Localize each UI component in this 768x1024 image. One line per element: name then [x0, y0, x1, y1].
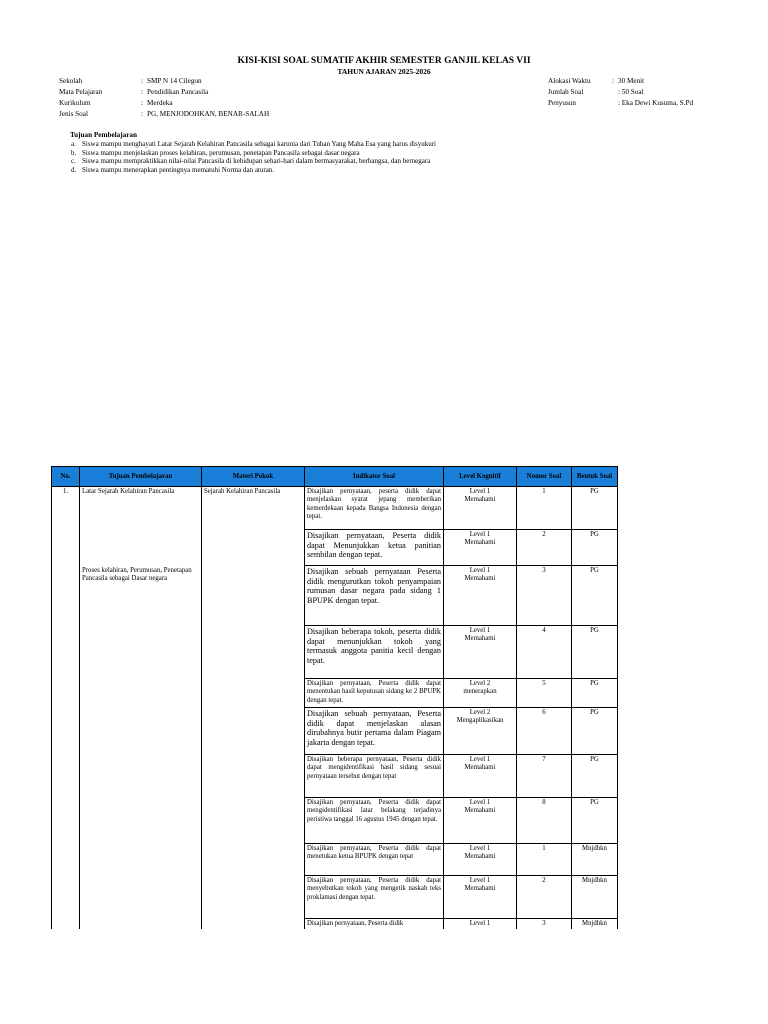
- table-row: [52, 566, 618, 626]
- level-name: Memahami: [464, 539, 496, 547]
- meta-label: Jumlah Soal: [548, 88, 584, 96]
- level-number: Level 1: [469, 877, 491, 884]
- cell-level: [444, 919, 517, 930]
- cell-bentuk: PG: [572, 626, 618, 679]
- meta-value: Merdeka: [147, 99, 173, 107]
- meta-value: 30 Menit: [618, 77, 645, 85]
- meta-row-mapel: Mata Pelajaran : Pendidikan Pancasila: [59, 88, 209, 96]
- level-number: Level 1: [469, 920, 491, 927]
- cell-nomor: 5: [517, 679, 572, 708]
- document-title: KISI-KISI SOAL SUMATIF AKHIR SEMESTER GANJIL KELAS VII: [237, 56, 531, 66]
- meta-row-jenis-soal: Jenis Soal : PG, MENJODOHKAN, BENAR-SALAH: [59, 110, 270, 118]
- cell-indikator: Disajikan sebuah pernyataan Peserta didik mengurutkan tokoh penyampaian rumusan dasar negara pada sidang 1 BPUPK dengan tepat.: [305, 566, 444, 626]
- header-nomor: Nomor Soal: [517, 467, 572, 487]
- header-bentuk: Bentuk Soal: [572, 467, 618, 487]
- level-number: Level 1: [469, 488, 491, 495]
- cell-bentuk: PG: [572, 798, 618, 844]
- cell-level: [444, 566, 517, 626]
- goal-item: b. Siswa mampu menjelaskan proses kelahiran, perumusan, penetapan Pancasila sebagai dasar negara: [71, 148, 360, 157]
- level-number: Level 1: [469, 756, 491, 763]
- header-no: No.: [52, 467, 80, 487]
- meta-value: PG, MENJODOHKAN, BENAR-SALAH: [147, 110, 270, 118]
- header-materi: Materi Pokok: [202, 467, 305, 487]
- cell-bentuk: PG: [572, 487, 618, 530]
- cell-materi: Sejarah Kelahiran Pancasila: [202, 487, 305, 930]
- cell-nomor: 2: [517, 530, 572, 566]
- level-number: Level 2: [469, 680, 491, 687]
- cell-nomor: 1: [517, 487, 572, 530]
- cell-nomor: 8: [517, 798, 572, 844]
- cell-nomor: 4: [517, 626, 572, 679]
- meta-row-sekolah: Sekolah : SMP N 14 Cilegon: [59, 77, 202, 85]
- level-name: Mengaplikasikan: [456, 717, 504, 725]
- level-number: Level 1: [469, 567, 491, 574]
- cell-level: [444, 798, 517, 844]
- cell-level: [444, 755, 517, 798]
- meta-label: Mata Pelajaran: [59, 88, 103, 96]
- cell-level: [444, 708, 517, 755]
- meta-value: : Eka Dewi Kusuma, S.Pd: [618, 99, 694, 107]
- level-name: Memahami: [464, 635, 496, 643]
- cell-nomor: 7: [517, 755, 572, 798]
- cell-nomor: 3: [517, 566, 572, 626]
- cell-indikator: Disajikan beberapa tokoh, peserta didik dapat menunjukkan tokoh yang termasuk anggota panitia kecil dengan tepat.: [305, 626, 444, 679]
- level-number: Level 1: [469, 799, 491, 806]
- meta-label: Sekolah: [59, 77, 83, 85]
- level-name: menerapkan: [463, 688, 497, 696]
- learning-goals: [70, 131, 436, 175]
- goal-item: a. Siswa mampu menghayati Latar Sejarah Kelahiran Pancasila sebagai karunia dari Tuhan Yang Maha Esa yang harus disyukuri: [71, 139, 436, 148]
- meta-value: Pendidikan Pancasila: [147, 88, 209, 96]
- meta-left: [59, 76, 269, 120]
- level-number: Level 1: [469, 531, 491, 538]
- cell-level: [444, 679, 517, 708]
- meta-label: Alokasi Waktu: [548, 77, 591, 85]
- cell-tujuan: Proses kelahiran, Perumusan, Penetapan Pancasila sebagai Dasar negara: [80, 566, 202, 930]
- cell-bentuk: PG: [572, 566, 618, 626]
- meta-label: Penyusun: [548, 99, 576, 107]
- kisi-kisi-table: [51, 466, 618, 929]
- goal-item: c. Siswa mampu mempraktikkan nilai-nilai Pancasila di kehidupan sehari-hari dalam bermasyarakat, berbangsa, dan bernegara: [71, 157, 431, 166]
- cell-no: 1.: [52, 487, 80, 930]
- cell-level: [444, 844, 517, 876]
- document-subtitle: TAHUN AJARAN 2025-2026: [337, 67, 431, 76]
- level-number: Level 2: [469, 709, 491, 716]
- cell-bentuk: PG: [572, 708, 618, 755]
- cell-tujuan: Latar Sejarah Kelahiran Pancasila: [80, 487, 202, 566]
- learning-goals-heading: Tujuan Pembelajaran: [70, 131, 138, 139]
- goal-item: d. Siswa mampu menerapkan pentingnya mematuhi Norma dan aturan.: [71, 166, 275, 175]
- cell-level: [444, 626, 517, 679]
- cell-bentuk: PG: [572, 530, 618, 566]
- meta-right: [548, 76, 693, 109]
- header-level: Level Kognitif: [444, 467, 517, 487]
- cell-level: [444, 487, 517, 530]
- meta-label: Jenis Soal: [59, 110, 88, 118]
- cell-indikator: Disajikan pernyataan, peserta didik dapat menjelaskan syarat jepang memberikan kemerdekaan kepada Bangsa Indonesia dengan tepat.: [305, 487, 444, 530]
- level-number: Level 1: [469, 627, 491, 634]
- cell-indikator: Disajikan pernyataan, Peserta didik: [305, 919, 444, 930]
- cell-bentuk: PG: [572, 755, 618, 798]
- cell-indikator: Disajikan pernyataan, Peserta didik dapat menentukan hasil keputusan sidang ke 2 BPUPK dengan tepat.: [305, 679, 444, 708]
- cell-indikator: Disajikan pernyataan, Peserta didik dapat menetukan ketua BPUPK dengan tepat: [305, 844, 444, 876]
- level-name: Memahami: [464, 853, 496, 861]
- meta-row-kurikulum: Kurikulum : Merdeka: [59, 99, 173, 107]
- cell-indikator: Disajikan beberapa pernyataan, Peserta didik dapat mengidentifikasi hasil sidang sesuai pernyataan tersebut dengan tepat: [305, 755, 444, 798]
- cell-level: [444, 876, 517, 919]
- meta-row-jumlah: [548, 87, 693, 98]
- cell-indikator: Disajikan pernyataan, Peserta didik dapat menyebutkan tokoh yang mengetik naskah teks proklamasi dengan tepat.: [305, 876, 444, 919]
- cell-bentuk: Mnjdhkn: [572, 844, 618, 876]
- header-tujuan: Tujuan Pembelajaran: [80, 467, 202, 487]
- cell-bentuk: Mnjdhkn: [572, 919, 618, 930]
- cell-indikator: Disajikan sebuah pernyataan, Peserta didik dapat menjelaskan alasan dirubahnya butir pertama dalam Piagam jakarta dengan tepat.: [305, 708, 444, 755]
- cell-bentuk: PG: [572, 679, 618, 708]
- level-name: Memahami: [464, 807, 496, 815]
- cell-indikator: Disajikan pernyataan, Peserta didik dapat mengidentifikasi latar belakang terjadinya peristiwa tanggal 16 agustus 1945 dengan tepat.: [305, 798, 444, 844]
- meta-value: : 50 Soal: [618, 88, 644, 96]
- meta-row-penyusun: [548, 98, 693, 109]
- cell-nomor: 1: [517, 844, 572, 876]
- cell-level: [444, 530, 517, 566]
- cell-bentuk: Mnjdhkn: [572, 876, 618, 919]
- cell-nomor: 2: [517, 876, 572, 919]
- header-indikator: Indikator Soal: [305, 467, 444, 487]
- meta-row-alokasi: Alokasi Waktu : 30 Menit: [548, 77, 645, 85]
- cell-nomor: 6: [517, 708, 572, 755]
- cell-indikator: Disajikan pernyataan, Peserta didik dapat Menunjukkan ketua panitian sembilan dengan tepat.: [305, 530, 444, 566]
- meta-label: Kurikulum: [59, 99, 91, 107]
- cell-nomor: 3: [517, 919, 572, 930]
- level-name: Memahami: [464, 575, 496, 583]
- table-header-row: [52, 467, 618, 487]
- level-name: Memahami: [464, 885, 496, 893]
- level-name: Memahami: [464, 496, 496, 504]
- table-row: [52, 487, 618, 530]
- level-number: Level 1: [469, 845, 491, 852]
- meta-value: SMP N 14 Cilegon: [147, 77, 202, 85]
- level-name: Memahami: [464, 764, 496, 772]
